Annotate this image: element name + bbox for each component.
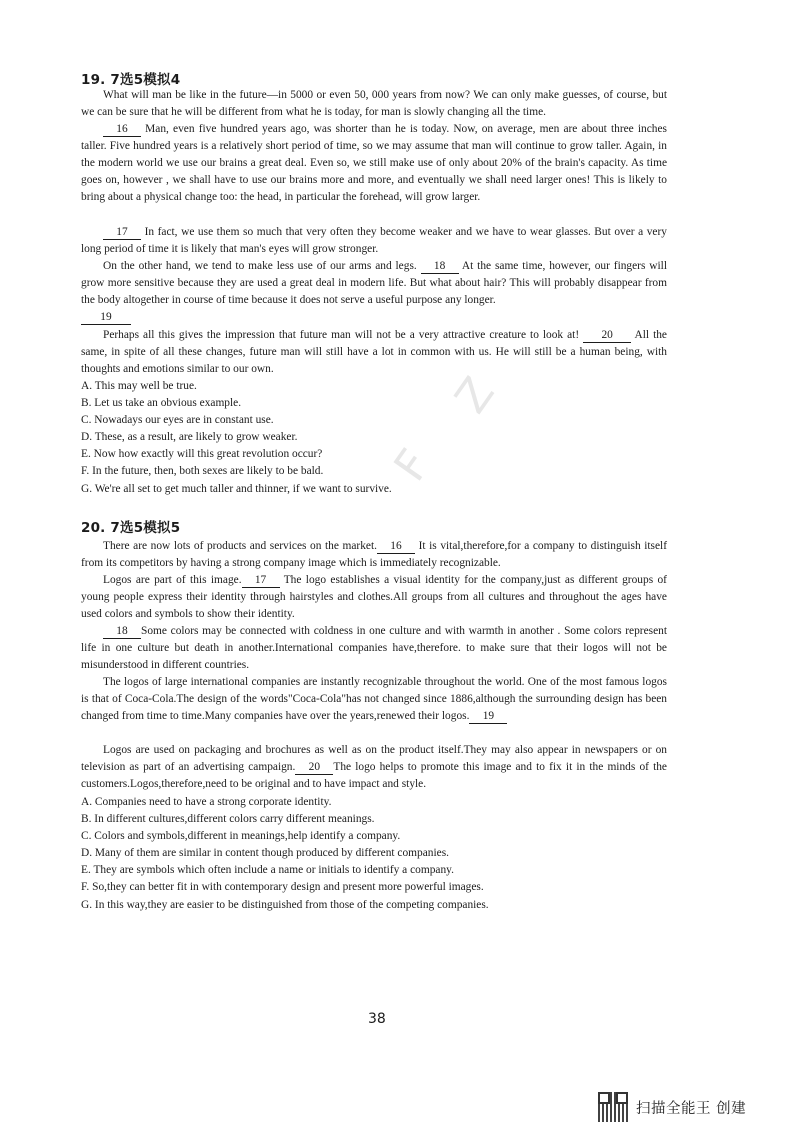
- section-heading: 20. 7选5模拟5: [81, 520, 181, 536]
- paragraph-text: The logos of large international companies are instantly recognizable throughout the world. One of the most famous logos is that of Coca-Cola.The design of the words"Coca-Cola"has not changed since 1886,although the surrounding design has been changed from time to time.Many companies have over the years,renewed their logos.: [81, 676, 667, 723]
- option-item: D. Many of them are similar in content though produced by different companies.: [81, 847, 449, 860]
- option-item: C. Nowadays our eyes are in constant use.: [81, 414, 274, 427]
- answer-blank[interactable]: 19: [469, 710, 507, 724]
- answer-blank[interactable]: 18: [103, 625, 141, 639]
- scanner-label: 扫描全能王 创建: [636, 1100, 747, 1117]
- option-item: A. This may well be true.: [81, 380, 197, 392]
- answer-blank[interactable]: 17: [103, 226, 141, 240]
- page-number: 38: [368, 1011, 386, 1027]
- answer-blank[interactable]: 16: [377, 540, 415, 554]
- paragraph-text: There are now lots of products and services on the market.: [103, 540, 377, 552]
- watermark-letter: F: [384, 440, 441, 491]
- options-list: [81, 794, 667, 914]
- qr-code-icon: [598, 1092, 628, 1122]
- watermark-letter: Z: [445, 368, 505, 423]
- paragraph-text: The logo establishes a visual identity for the company,just as different groups of young people express their identity through hairstyles and clothes.All groups from all cultures and throughout the ages have used colors and symbols to show their identity.: [81, 574, 667, 621]
- paragraph-text: On the other hand, we tend to make less use of our arms and legs.: [103, 260, 417, 272]
- paragraph-text: What will man be like in the future—in 5000 or even 50, 000 years from now? We can only make guesses, of course, but we can be sure that he will be different from what he is today, for man is slowly changing all the time.: [81, 89, 667, 119]
- paragraph: [81, 224, 667, 258]
- paragraph-text: Logos are part of this image.: [103, 574, 242, 586]
- paragraph: [81, 742, 667, 793]
- answer-blank[interactable]: 19: [81, 311, 131, 325]
- option-item: F. In the future, then, both sexes are likely to be bald.: [81, 465, 324, 478]
- paragraph: [81, 258, 667, 326]
- option-item: A. Companies need to have a strong corporate identity.: [81, 796, 332, 808]
- paragraph: [81, 674, 667, 725]
- paragraph-text: Man, even five hundred years ago, was shorter than he is today. Now, on average, men are about three inches taller. Five hundred years is a relatively short period of time, so we may assume that man will continue to grow taller. Again, in the modern world we use our brains a great deal. Even so, we still make use of only about 20% of the brain's capacity. As time goes on, however , we shall have to use our brains more and more, and eventually we shall need larger ones! This is likely to bring about a physical change too: the head, in particular the forehead, will grow larger.: [81, 123, 667, 204]
- paragraph-text: Some colors may be connected with coldness in one culture and with warmth in another . Some colors represent life in one culture but death in another.International companies have,therefore. to make sure that their logos will not be misunderstood in different countries.: [81, 625, 667, 672]
- paragraph-text: In fact, we use them so much that very often they become weaker and we have to wear glasses. But over a very long period of time it is likely that man's eyes will grow stronger.: [81, 226, 667, 256]
- paragraph: [81, 572, 667, 623]
- paragraph: [81, 623, 667, 674]
- answer-blank[interactable]: 17: [242, 574, 280, 588]
- option-item: B. Let us take an obvious example.: [81, 397, 242, 410]
- paragraph: [81, 327, 667, 378]
- option-item: F. So,they can better fit in with contemporary design and present more powerful images.: [81, 881, 484, 894]
- answer-blank[interactable]: 20: [295, 761, 333, 775]
- option-item: C. Colors and symbols,different in meanings,help identify a company.: [81, 830, 401, 843]
- option-item: G. We're all set to get much taller and thinner, if we want to survive.: [81, 482, 392, 495]
- option-item: E. They are symbols which often include a name or initials to identify a company.: [81, 864, 454, 877]
- paragraph-text: Perhaps all this gives the impression that future man will not be a very attractive creature to look at!: [103, 329, 580, 341]
- paragraph: [81, 121, 667, 206]
- paragraph: [81, 87, 667, 121]
- paragraph-text: All the same, in spite of all these changes, future man will still have a lot in common with us. He will still be a human being, with thoughts and emotions similar to our own.: [81, 329, 667, 376]
- paragraph: [81, 538, 667, 572]
- paragraph-text: The logo helps to promote this image and to fix it in the minds of the customers.Logos,therefore,need to be original and to have impact and style.: [81, 761, 667, 791]
- option-item: B. In different cultures,different colors carry different meanings.: [81, 813, 375, 826]
- paragraph-text: Logos are used on packaging and brochures as well as on the product itself.They may also appear in newspapers or on television as part of an advertising campaign.: [81, 744, 667, 774]
- scanner-footer: [598, 1092, 746, 1122]
- answer-blank[interactable]: 20: [583, 329, 631, 343]
- section-heading: 19. 7选5模拟4: [81, 72, 181, 88]
- answer-blank[interactable]: 18: [421, 260, 459, 274]
- option-item: E. Now how exactly will this great revolution occur?: [81, 448, 323, 461]
- answer-blank[interactable]: 16: [103, 123, 141, 137]
- option-item: D. These, as a result, are likely to grow weaker.: [81, 431, 298, 444]
- options-list: [81, 378, 667, 498]
- paragraph-text: At the same time, however, our fingers will grow more sensitive because they are used a great deal in modern life. But what about hair? This will probably disappear from the body altogether in course of time because it does not serve a useful purpose any longer.: [81, 260, 668, 307]
- paragraph-text: It is vital,therefore,for a company to distinguish itself from its competitors by having a strong company image which is immediately recognizable.: [81, 540, 667, 570]
- option-item: G. In this way,they are easier to be distinguished from those of the competing companies.: [81, 898, 489, 911]
